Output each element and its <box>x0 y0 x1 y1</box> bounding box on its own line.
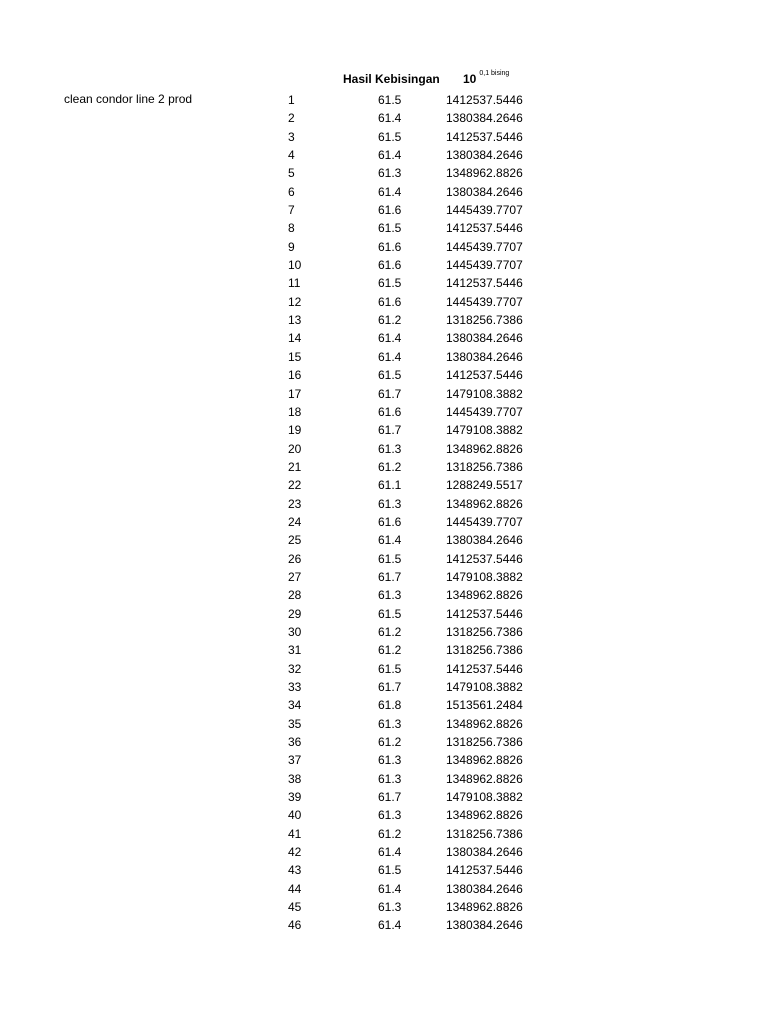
row-number-cell: 1 <box>288 93 295 107</box>
table-row <box>0 495 768 513</box>
power-value-cell: 1380384.2646 <box>446 111 523 126</box>
noise-level-cell: 61.2 <box>378 624 402 639</box>
table-row <box>0 513 768 531</box>
noise-level-cell: 61.4 <box>378 148 402 163</box>
table-row <box>0 678 768 696</box>
table-row <box>0 605 768 623</box>
power-value-cell: 1318256.7386 <box>446 826 523 841</box>
table-row <box>0 219 768 237</box>
noise-level-cell: 61.2 <box>378 643 402 658</box>
power-value-cell: 1380384.2646 <box>446 331 523 346</box>
row-number-cell: 34 <box>288 698 302 713</box>
row-number-cell: 33 <box>288 680 302 694</box>
power-value-cell: 1445439.7707 <box>446 514 523 529</box>
table-row <box>0 825 768 843</box>
table-row <box>0 183 768 201</box>
table-row <box>0 641 768 659</box>
table-row <box>0 916 768 934</box>
table-row <box>0 293 768 311</box>
table-row <box>0 770 768 788</box>
table-row <box>0 568 768 586</box>
noise-level-cell: 61.2 <box>378 735 402 750</box>
row-number-cell: 20 <box>288 441 302 456</box>
table-row <box>0 733 768 751</box>
power-value-cell: 1445439.7707 <box>446 258 523 273</box>
power-value-cell: 1445439.7707 <box>446 203 523 218</box>
noise-level-cell: 61.5 <box>378 863 402 878</box>
table-row <box>0 311 768 329</box>
row-number-cell: 38 <box>288 771 302 786</box>
measurement-location-label: clean condor line 2 prod <box>64 92 193 106</box>
noise-level-cell: 61.2 <box>378 459 402 474</box>
power-value-cell: 1380384.2646 <box>446 845 523 860</box>
table-row <box>0 458 768 476</box>
noise-level-cell: 61.3 <box>378 496 402 511</box>
power-value-cell: 1412537.5446 <box>446 129 523 144</box>
table-row <box>0 476 768 494</box>
row-number-cell: 18 <box>288 404 302 419</box>
row-number-cell: 30 <box>288 624 302 639</box>
power-value-cell: 1445439.7707 <box>446 294 523 309</box>
row-number-cell: 13 <box>288 313 302 328</box>
row-number-cell: 6 <box>288 184 295 199</box>
noise-level-cell: 61.5 <box>378 93 402 107</box>
column-header-power-ten <box>463 72 509 86</box>
row-number-cell: 39 <box>288 790 302 805</box>
row-number-cell: 35 <box>288 716 302 731</box>
row-number-cell: 9 <box>288 239 295 254</box>
noise-level-cell: 61.1 <box>378 478 402 493</box>
row-number-cell: 4 <box>288 148 295 163</box>
row-number-cell: 46 <box>288 918 302 933</box>
noise-level-cell: 61.4 <box>378 111 402 126</box>
table-row <box>0 806 768 824</box>
table-row <box>0 843 768 861</box>
power-value-cell: 1348962.8826 <box>446 753 523 768</box>
power-value-cell: 1348962.8826 <box>446 808 523 823</box>
power-value-cell: 1412537.5446 <box>446 863 523 878</box>
table-row <box>0 880 768 898</box>
noise-level-cell: 61.5 <box>378 661 402 676</box>
data-table <box>0 91 768 935</box>
power-value-cell: 1412537.5446 <box>446 606 523 621</box>
row-number-cell: 42 <box>288 845 302 860</box>
power-value-cell: 1445439.7707 <box>446 239 523 254</box>
power-value-cell: 1513561.2484 <box>446 698 523 713</box>
noise-level-cell: 61.7 <box>378 423 402 438</box>
power-value-cell: 1380384.2646 <box>446 918 523 933</box>
row-number-cell: 21 <box>288 459 302 474</box>
table-row <box>0 201 768 219</box>
noise-level-cell: 61.8 <box>378 698 402 713</box>
noise-level-cell: 61.4 <box>378 533 402 548</box>
power-exponent: 0,1 bising <box>479 70 510 77</box>
row-number-cell: 14 <box>288 331 302 346</box>
power-value-cell: 1348962.8826 <box>446 900 523 915</box>
power-value-cell: 1348962.8826 <box>446 441 523 456</box>
table-row <box>0 109 768 127</box>
power-value-cell: 1318256.7386 <box>446 624 523 639</box>
table-row <box>0 531 768 549</box>
table-row <box>0 238 768 256</box>
row-number-cell: 16 <box>288 368 302 383</box>
row-number-cell: 44 <box>288 881 302 896</box>
power-value-cell: 1479108.3882 <box>446 569 523 584</box>
noise-level-cell: 61.7 <box>378 790 402 805</box>
power-value-cell: 1479108.3882 <box>446 386 523 401</box>
noise-level-cell: 61.4 <box>378 184 402 199</box>
table-row <box>0 146 768 164</box>
table-row <box>0 550 768 568</box>
noise-level-cell: 61.6 <box>378 404 402 419</box>
power-value-cell: 1348962.8826 <box>446 716 523 731</box>
table-row <box>0 256 768 274</box>
table-row <box>0 128 768 146</box>
noise-level-cell: 61.6 <box>378 258 402 273</box>
row-number-cell: 31 <box>288 643 302 658</box>
row-number-cell: 26 <box>288 551 302 566</box>
power-value-cell: 1412537.5446 <box>446 276 523 291</box>
power-value-cell: 1318256.7386 <box>446 459 523 474</box>
noise-level-cell: 61.7 <box>378 386 402 401</box>
noise-level-cell: 61.6 <box>378 514 402 529</box>
power-value-cell: 1318256.7386 <box>446 313 523 328</box>
table-row <box>0 696 768 714</box>
noise-level-cell: 61.3 <box>378 808 402 823</box>
power-value-cell: 1479108.3882 <box>446 790 523 805</box>
noise-level-cell: 61.5 <box>378 129 402 144</box>
table-row <box>0 403 768 421</box>
row-number-cell: 8 <box>288 221 295 236</box>
row-number-cell: 23 <box>288 496 302 511</box>
table-row <box>0 788 768 806</box>
table-row <box>0 898 768 916</box>
power-base: 10 <box>463 72 477 86</box>
noise-level-cell: 61.3 <box>378 716 402 731</box>
noise-level-cell: 61.3 <box>378 900 402 915</box>
power-value-cell: 1479108.3882 <box>446 423 523 438</box>
noise-level-cell: 61.6 <box>378 239 402 254</box>
noise-level-cell: 61.6 <box>378 203 402 218</box>
row-number-cell: 17 <box>288 386 302 401</box>
table-row <box>0 440 768 458</box>
row-number-cell: 27 <box>288 569 302 584</box>
row-number-cell: 7 <box>288 203 295 218</box>
power-value-cell: 1380384.2646 <box>446 349 523 364</box>
table-row <box>0 91 768 109</box>
power-value-cell: 1318256.7386 <box>446 643 523 658</box>
power-value-cell: 1348962.8826 <box>446 588 523 603</box>
power-value-cell: 1412537.5446 <box>446 93 523 107</box>
power-value-cell: 1479108.3882 <box>446 680 523 694</box>
row-number-cell: 29 <box>288 606 302 621</box>
table-row <box>0 348 768 366</box>
noise-level-cell: 61.5 <box>378 276 402 291</box>
row-number-cell: 40 <box>288 808 302 823</box>
row-number-cell: 15 <box>288 349 302 364</box>
noise-level-cell: 61.7 <box>378 569 402 584</box>
power-value-cell: 1380384.2646 <box>446 184 523 199</box>
noise-level-cell: 61.3 <box>378 166 402 181</box>
noise-level-cell: 61.6 <box>378 294 402 309</box>
noise-level-cell: 61.2 <box>378 313 402 328</box>
table-row <box>0 751 768 769</box>
column-header-hasil-kebisingan: Hasil Kebisingan <box>343 72 440 86</box>
noise-level-cell: 61.3 <box>378 588 402 603</box>
noise-level-cell: 61.4 <box>378 349 402 364</box>
power-value-cell: 1348962.8826 <box>446 496 523 511</box>
table-row <box>0 861 768 879</box>
power-value-cell: 1288249.5517 <box>446 478 523 493</box>
noise-level-cell: 61.3 <box>378 771 402 786</box>
noise-level-cell: 61.2 <box>378 826 402 841</box>
noise-level-cell: 61.3 <box>378 753 402 768</box>
table-row <box>0 164 768 182</box>
noise-level-cell: 61.4 <box>378 918 402 933</box>
row-number-cell: 11 <box>288 276 301 291</box>
row-number-cell: 22 <box>288 478 302 493</box>
row-number-cell: 43 <box>288 863 302 878</box>
row-number-cell: 25 <box>288 533 302 548</box>
noise-level-cell: 61.7 <box>378 680 402 694</box>
power-value-cell: 1445439.7707 <box>446 404 523 419</box>
table-row <box>0 660 768 678</box>
table-row <box>0 274 768 292</box>
row-number-cell: 45 <box>288 900 302 915</box>
noise-level-cell: 61.5 <box>378 368 402 383</box>
noise-level-cell: 61.5 <box>378 606 402 621</box>
power-value-cell: 1348962.8826 <box>446 771 523 786</box>
table-row <box>0 329 768 347</box>
power-value-cell: 1318256.7386 <box>446 735 523 750</box>
row-number-cell: 3 <box>288 129 295 144</box>
noise-level-cell: 61.5 <box>378 551 402 566</box>
noise-level-cell: 61.5 <box>378 221 402 236</box>
row-number-cell: 37 <box>288 753 302 768</box>
row-number-cell: 10 <box>288 258 302 273</box>
row-number-cell: 36 <box>288 735 302 750</box>
table-row <box>0 715 768 733</box>
power-value-cell: 1412537.5446 <box>446 368 523 383</box>
noise-level-cell: 61.3 <box>378 441 402 456</box>
row-number-cell: 24 <box>288 514 302 529</box>
row-number-cell: 12 <box>288 294 302 309</box>
power-value-cell: 1380384.2646 <box>446 533 523 548</box>
row-number-cell: 2 <box>288 111 295 126</box>
power-value-cell: 1412537.5446 <box>446 661 523 676</box>
noise-level-cell: 61.4 <box>378 881 402 896</box>
row-number-cell: 5 <box>288 166 295 181</box>
power-value-cell: 1412537.5446 <box>446 221 523 236</box>
table-row <box>0 385 768 403</box>
table-row <box>0 421 768 439</box>
noise-level-cell: 61.4 <box>378 845 402 860</box>
power-value-cell: 1412537.5446 <box>446 551 523 566</box>
table-row <box>0 366 768 384</box>
row-number-cell: 32 <box>288 661 302 676</box>
noise-level-cell: 61.4 <box>378 331 402 346</box>
table-row <box>0 586 768 604</box>
power-value-cell: 1380384.2646 <box>446 148 523 163</box>
row-number-cell: 19 <box>288 423 302 438</box>
row-number-cell: 28 <box>288 588 302 603</box>
power-value-cell: 1380384.2646 <box>446 881 523 896</box>
table-row <box>0 623 768 641</box>
row-number-cell: 41 <box>288 826 302 841</box>
power-value-cell: 1348962.8826 <box>446 166 523 181</box>
